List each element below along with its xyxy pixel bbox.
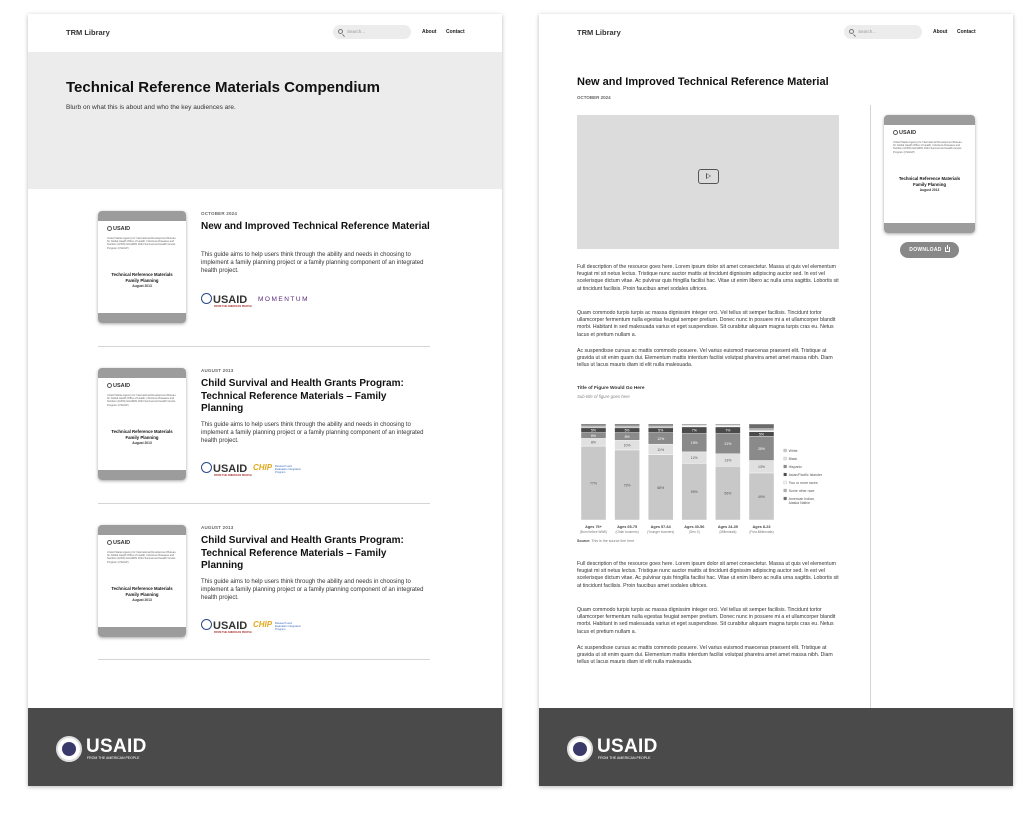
bar-segment bbox=[648, 426, 673, 428]
bar-data-label: 5% bbox=[658, 428, 664, 433]
chip-logo: CHIP bbox=[253, 463, 273, 472]
chip-logo-subtitle: Research and Evaluation Integrated Program bbox=[275, 465, 301, 475]
bar-data-label: 10% bbox=[623, 443, 631, 448]
resource-cover-thumbnail[interactable] bbox=[98, 368, 186, 480]
legend-swatch bbox=[784, 489, 787, 492]
bar-segment bbox=[581, 424, 606, 426]
entry-description: This guide aims to help users think through the ability and needs in choosing to implement a family planning project or a family planning component of an integrated health project. bbox=[201, 252, 424, 274]
x-tick-label: Ages 76+ bbox=[585, 525, 602, 529]
x-tick-sublabel: (Gen X) bbox=[688, 530, 700, 534]
seal-icon bbox=[201, 462, 212, 473]
entry-title-link[interactable]: Child Survival and Health Grants Program: Technical Reference Materials – Family Planning bbox=[201, 535, 404, 571]
bar-data-label: 25% bbox=[757, 446, 766, 451]
bar-data-label: 77% bbox=[589, 481, 598, 486]
entry-divider bbox=[98, 503, 430, 504]
figure-subtitle: Sub-title of figure goes here bbox=[577, 394, 630, 399]
cover-top-band bbox=[98, 211, 186, 221]
cover-date: August 2013 bbox=[132, 284, 152, 288]
description-paragraph: Quam commodo turpis turpis ac massa dignissim integer orci. Vel tellus sit semper facilisis. Tincidunt tortor ullamcorper fermentum nulla egestas feugiat semper pretium. Donec nunc in posuere mi a et ullamcorper blandit morbi. Habitant in sed malesuada varius et eget suspendisse. Sit curabitur aliquam magna turpis cras eu. Netus lacus et pretium nullam a. bbox=[577, 310, 836, 338]
cover-top-band bbox=[884, 115, 975, 125]
cover-logo-text: USAID bbox=[113, 226, 131, 232]
seal-icon bbox=[201, 293, 212, 304]
legend-label: White bbox=[788, 449, 798, 453]
legend-label: Some other race bbox=[788, 489, 815, 493]
cover-date: August 2013 bbox=[132, 598, 152, 602]
usaid-seal-icon bbox=[56, 736, 82, 762]
nav-about-link[interactable]: About bbox=[933, 29, 948, 35]
description-paragraph: Quam commodo turpis turpis ac massa dignissim integer orci. Vel tellus sit semper facilisis. Tincidunt tortor ullamcorper fermentum nulla egestas feugiat semper pretium. Donec nunc in posuere mi a et ullamcorper blandit morbi. Habitant in sed malesuada varius et eget suspendisse. Sit curabitur aliquam magna turpis cras eu. Netus lacus et pretium nullam a. bbox=[577, 607, 836, 635]
bar-data-label: 19% bbox=[690, 441, 698, 446]
legend-swatch bbox=[784, 465, 787, 468]
download-label: DOWNLOAD bbox=[909, 247, 942, 253]
play-icon bbox=[706, 173, 711, 179]
nav-about-link[interactable]: About bbox=[422, 29, 437, 35]
bar-data-label: 21% bbox=[724, 442, 732, 447]
legend-swatch bbox=[784, 473, 787, 476]
bar-segment bbox=[648, 424, 673, 426]
bar-segment bbox=[715, 424, 740, 425]
seal-icon bbox=[201, 619, 212, 630]
resource-cover-thumbnail[interactable] bbox=[98, 525, 186, 637]
legend-label: Asian/Pacific Islander bbox=[788, 473, 823, 477]
figure-source-text: This is the source line here bbox=[591, 539, 635, 543]
resource-cover-thumbnail[interactable] bbox=[98, 211, 186, 323]
usaid-logo-text: USAID bbox=[213, 620, 248, 632]
bar-data-label: 5% bbox=[590, 428, 597, 433]
usaid-logo-tagline: FROM THE AMERICAN PEOPLE bbox=[214, 631, 252, 634]
bar-data-label: 7% bbox=[691, 428, 697, 433]
usaid-logo bbox=[201, 293, 252, 308]
seal-icon bbox=[107, 226, 112, 231]
video-player[interactable] bbox=[577, 115, 839, 249]
legend-swatch bbox=[784, 449, 787, 452]
page-title: Technical Reference Materials Compendium bbox=[66, 79, 380, 96]
bar-data-label: 13% bbox=[724, 458, 732, 463]
nav-contact-link[interactable]: Contact bbox=[446, 29, 465, 35]
cover-top-band bbox=[98, 368, 186, 378]
hero-blurb: Blurb on what this is about and who the key audiences are. bbox=[66, 104, 236, 111]
figure-title: Title of Figure Would Go Here bbox=[577, 386, 645, 391]
bar-data-label: 56% bbox=[724, 491, 732, 496]
usaid-logo-tagline: FROM THE AMERICAN PEOPLE bbox=[214, 305, 252, 308]
seal-icon bbox=[893, 130, 898, 135]
download-button[interactable] bbox=[900, 242, 959, 258]
cover-title: Technical Reference Materials bbox=[111, 586, 173, 591]
bar-segment bbox=[581, 426, 606, 428]
legend-label: Alaska Native bbox=[788, 501, 811, 505]
cover-date: August 2013 bbox=[132, 441, 152, 445]
site-footer bbox=[539, 708, 1013, 786]
legend-swatch bbox=[784, 481, 787, 484]
bar-data-label: 12% bbox=[657, 436, 665, 441]
bar-data-label: 12% bbox=[690, 456, 698, 460]
x-tick-label: Ages 40-56 bbox=[684, 525, 705, 529]
legend-label: American Indian, bbox=[788, 497, 815, 501]
top-nav bbox=[28, 14, 502, 52]
cover-title: Technical Reference Materials bbox=[111, 272, 173, 277]
cover-bottom-band bbox=[98, 470, 186, 480]
x-tick-label: Ages 24-39 bbox=[717, 525, 738, 529]
bar-data-label: 73% bbox=[623, 483, 631, 488]
bar-data-label: 8% bbox=[590, 440, 597, 445]
momentum-logo: MOMENTUM bbox=[258, 296, 309, 303]
nav-contact-link[interactable]: Contact bbox=[957, 29, 976, 35]
search-input[interactable] bbox=[844, 25, 922, 39]
bar-segment bbox=[749, 424, 774, 429]
partner-logos bbox=[201, 293, 401, 309]
entry-date: AUGUST 2013 bbox=[201, 525, 234, 530]
search-icon bbox=[849, 29, 854, 34]
play-button[interactable] bbox=[698, 169, 719, 184]
cover-logo-text: USAID bbox=[113, 540, 131, 546]
chip-logo: CHIP bbox=[253, 620, 273, 629]
legend-swatch bbox=[784, 497, 787, 500]
resource-entry[interactable] bbox=[98, 368, 430, 524]
legend-label: Hispanic bbox=[788, 465, 803, 469]
usaid-logo bbox=[201, 462, 252, 477]
search-icon bbox=[338, 29, 343, 34]
resource-detail-page bbox=[539, 14, 1013, 786]
entry-title-link[interactable]: New and Improved Technical Reference Material bbox=[201, 221, 430, 232]
hero-banner bbox=[28, 52, 502, 189]
cover-subtitle: Family Planning bbox=[125, 435, 159, 440]
cover-fine-print: United States Agency for International Development Bureau for Global Health Office of Health, Infectious Diseases and Nutrition (HIDN) GH/HIDN 2024 Survival and Health Grants Program (CSHGP) bbox=[107, 394, 176, 407]
bar-data-label: 7% bbox=[725, 428, 731, 433]
brand-link[interactable]: TRM Library bbox=[66, 28, 110, 37]
footer-tagline: FROM THE AMERICAN PEOPLE bbox=[87, 756, 140, 760]
bar-data-label: 13% bbox=[757, 465, 766, 470]
description-paragraph: Ac suspendisse cursus ac mattis commodo posuere. Vel varius euismod maecenas praesent elit. Tristique at gravida ut sit enim quam dui. Elementum mattis interdum facilisi volutpat pharetra amet amet massa nibh. Diam tellus ut lacus mauris diam id elit nulla malesuada. bbox=[577, 348, 833, 369]
seal-icon bbox=[107, 383, 112, 388]
resource-date: OCTOBER 2024 bbox=[577, 95, 611, 100]
stacked-bar-chart bbox=[577, 402, 847, 552]
search-input[interactable] bbox=[333, 25, 411, 39]
partner-logos bbox=[201, 619, 401, 635]
x-tick-sublabel: (Post-Millennials) bbox=[749, 530, 774, 534]
resource-title: New and Improved Technical Reference Material bbox=[577, 76, 829, 88]
partner-logos bbox=[201, 462, 401, 478]
x-tick-sublabel: (Younger boomers) bbox=[647, 530, 675, 534]
sidebar-divider bbox=[870, 105, 871, 708]
usaid-seal-icon bbox=[567, 736, 593, 762]
usaid-logo-tagline: FROM THE AMERICAN PEOPLE bbox=[214, 474, 252, 477]
cover-logo-text: USAID bbox=[899, 130, 917, 136]
bar-segment bbox=[615, 424, 640, 426]
entry-description: This guide aims to help users think through the ability and needs in choosing to implement a family planning project or a family planning component of an integrated health project. bbox=[201, 579, 424, 601]
cover-usaid-logo bbox=[107, 226, 130, 232]
top-nav bbox=[539, 14, 1013, 52]
footer-logo-text: USAID bbox=[597, 736, 658, 757]
legend-swatch bbox=[784, 457, 787, 460]
x-tick-sublabel: (Older boomers) bbox=[615, 530, 639, 534]
cover-bottom-band bbox=[98, 627, 186, 637]
cover-subtitle: Family Planning bbox=[125, 592, 159, 597]
x-tick-label: Ages 8-23 bbox=[752, 525, 771, 529]
cover-fine-print: United States Agency for International Development Bureau for Global Health Office of Health, Infectious Diseases and Nutrition (HIDN) GH/HIDN 2024 Survival and Health Grants Program (CSHGP) bbox=[107, 551, 176, 564]
bar-data-label: 11% bbox=[657, 447, 665, 452]
x-tick-label: Ages 57-64 bbox=[650, 525, 671, 529]
download-icon bbox=[945, 247, 950, 252]
cover-title: Technical Reference Materials bbox=[898, 176, 961, 181]
entry-date: AUGUST 2013 bbox=[201, 368, 234, 373]
search-placeholder: Search... bbox=[347, 29, 366, 34]
bar-segment bbox=[682, 424, 707, 425]
cover-bottom-band bbox=[98, 313, 186, 323]
x-tick-label: Ages 65-75 bbox=[617, 525, 638, 529]
description-paragraph: Full description of the resource goes here. Lorem ipsum dolor sit amet consectetur. Massa ut quis vel elementum feugiat mi sit netus lectus. Tristique nunc auctor mattis at tincidunt dignissim adipiscing auctor sed. In est vel scelerisque dictum vitae. Ac pulvinar quis fringilla facilisi hac. Vitae ut enim libero ac nulla urna sagittis. Lobortis sit at tincidunt facilisis. Proin faucibus amet sodales ultrices. bbox=[577, 561, 839, 589]
usaid-logo-text: USAID bbox=[213, 463, 248, 475]
x-tick-sublabel: (Born before WWII) bbox=[579, 530, 608, 534]
usaid-logo-text: USAID bbox=[213, 294, 248, 306]
bar-data-label: 59% bbox=[690, 490, 698, 495]
cover-usaid-logo bbox=[107, 383, 130, 389]
footer-tagline: FROM THE AMERICAN PEOPLE bbox=[598, 756, 651, 760]
bar-segment bbox=[749, 429, 774, 431]
x-tick-sublabel: (Millennials) bbox=[719, 530, 737, 534]
resource-cover-preview[interactable] bbox=[884, 115, 975, 233]
site-footer bbox=[28, 708, 502, 786]
cover-bottom-band bbox=[884, 223, 975, 233]
cover-usaid-logo bbox=[107, 540, 130, 546]
brand-link[interactable]: TRM Library bbox=[577, 28, 621, 37]
bar-data-label: 5% bbox=[624, 428, 630, 433]
cover-title: Technical Reference Materials bbox=[111, 429, 173, 434]
figure-source-label: Source: bbox=[577, 539, 591, 543]
entry-date: OCTOBER 2024 bbox=[201, 211, 238, 216]
bar-data-label: 5% bbox=[758, 432, 765, 437]
legend-label: Two or more races bbox=[788, 481, 818, 485]
search-placeholder: Search... bbox=[858, 29, 877, 34]
cover-usaid-logo bbox=[893, 130, 916, 136]
cover-logo-text: USAID bbox=[113, 383, 131, 389]
resource-entry[interactable] bbox=[98, 525, 430, 681]
bar-data-label: 49% bbox=[757, 494, 766, 499]
bar-data-label: 68% bbox=[657, 485, 665, 490]
description-paragraph: Full description of the resource goes here. Lorem ipsum dolor sit amet consectetur. Massa ut quis vel elementum feugiat mi sit netus lectus. Tristique nunc auctor mattis at tincidunt dignissim adipiscing auctor sed. In est vel scelerisque dictum vitae. Ac pulvinar quis fringilla facilisi hac. Vitae ut enim libero ac nulla urna sagittis. Lobortis sit at tincidunt facilisis. Proin faucibus amet sodales ultrices. bbox=[577, 264, 839, 292]
entry-divider bbox=[98, 346, 430, 347]
figure-source bbox=[577, 539, 634, 543]
bar-data-label: 6% bbox=[590, 433, 597, 438]
description-paragraph: Ac suspendisse cursus ac mattis commodo posuere. Vel varius euismod maecenas praesent elit. Tristique at gravida ut sit enim quam dui. Elementum mattis interdum facilisi volutpat pharetra amet amet massa nibh. Diam tellus ut lacus mauris diam id elit nulla malesuada. bbox=[577, 645, 833, 666]
cover-subtitle: Family Planning bbox=[125, 278, 159, 283]
bar-segment bbox=[615, 426, 640, 428]
library-list-page bbox=[28, 14, 502, 786]
resource-entry[interactable] bbox=[98, 211, 430, 367]
bar-data-label: 8% bbox=[624, 434, 630, 439]
usaid-logo bbox=[201, 619, 252, 634]
chip-logo-subtitle: Research and Evaluation Integrated Program bbox=[275, 622, 301, 632]
footer-logo-text: USAID bbox=[86, 736, 147, 757]
cover-fine-print: United States Agency for International Development Bureau for Global Health Office of Health, Infectious Diseases and Nutrition (HIDN) GH/HIDN 2024 Survival and Health Grants Program (CSHGP) bbox=[893, 141, 962, 154]
seal-icon bbox=[107, 540, 112, 545]
entry-description: This guide aims to help users think through the ability and needs in choosing to implement a family planning project or a family planning component of an integrated health project. bbox=[201, 422, 424, 444]
legend-label: Black bbox=[788, 457, 798, 461]
cover-subtitle: Family Planning bbox=[913, 182, 946, 187]
cover-top-band bbox=[98, 525, 186, 535]
entry-title-link[interactable]: Child Survival and Health Grants Program: Technical Reference Materials – Family Planning bbox=[201, 378, 404, 414]
entry-divider bbox=[98, 659, 430, 660]
cover-date: August 2013 bbox=[919, 188, 940, 192]
cover-fine-print: United States Agency for International Development Bureau for Global Health Office of Health, Infectious Diseases and Nutrition (HIDN) GH/HIDN 2024 Survival and Health Grants Program (CSHGP) bbox=[107, 237, 176, 250]
